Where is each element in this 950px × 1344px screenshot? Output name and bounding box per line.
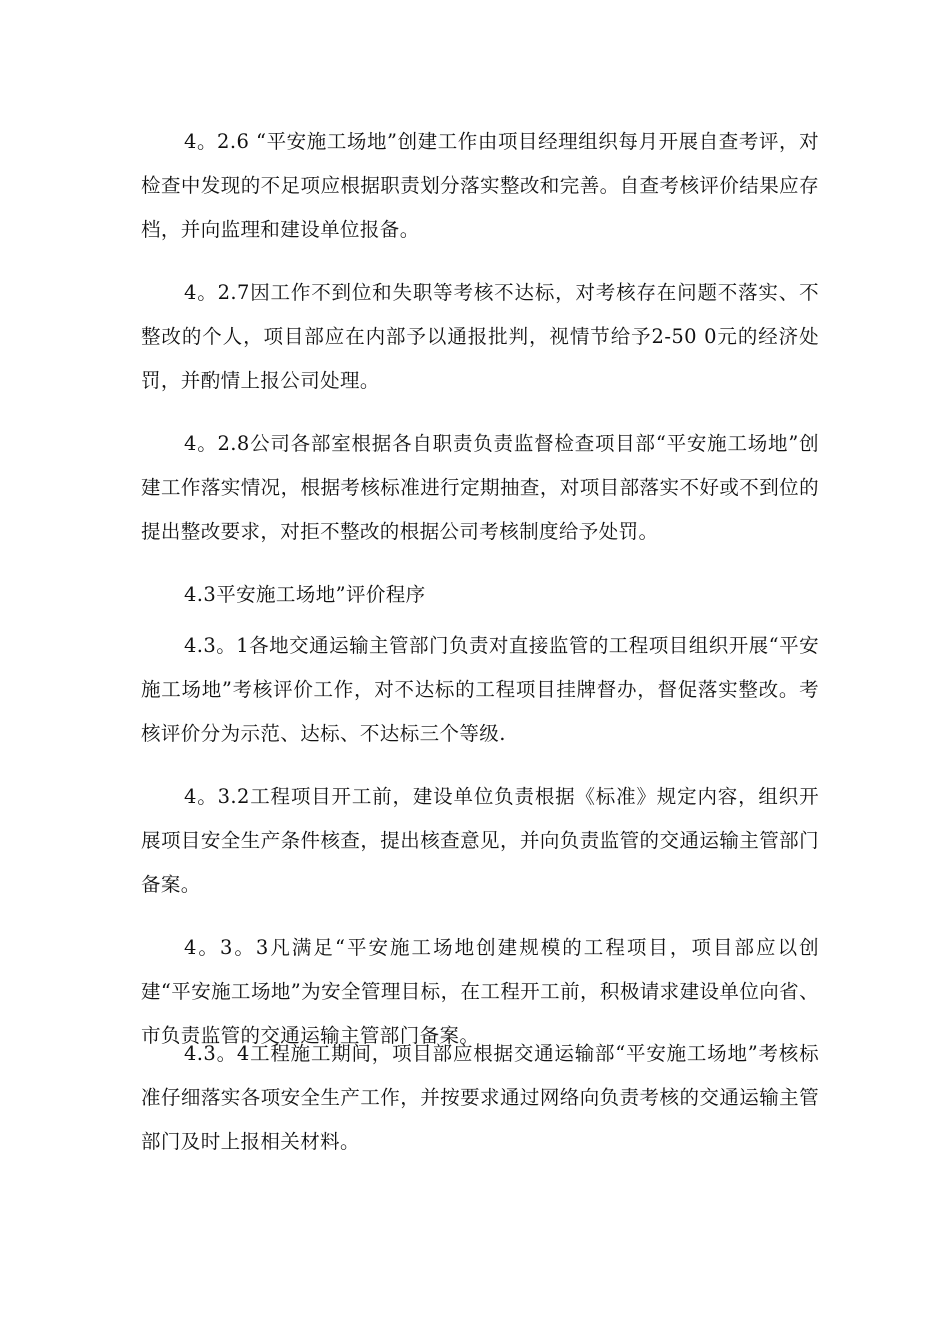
paragraph-4-2-8: 4。2.8公司各部室根据各自职责负责监督检查项目部“平安施工场地”创建工作落实情况，根据考核标准进行定期抽查，对项目部落实不好或不到位的提出整改要求，对拒不整改的根据公司考核制度给予处罚。 [141, 432, 819, 543]
paragraph-4-3-4: 4.3。4工程施工期间，项目部应根据交通运输部“平安施工场地”考核标准仔细落实各项安全生产工作，并按要求通过网络向负责考核的交通运输主管部门及时上报相关材料。 [141, 1042, 819, 1153]
paragraph-4-2-6: 4。2.6 “平安施工场地”创建工作由项目经理组织每月开展自查考评，对检查中发现的不足项应根据职责划分落实整改和完善。自查考核评价结果应存档，并向监理和建设单位报备。 [141, 130, 819, 241]
section-heading-4-3: 4.3平安施工场地”评价程序 [184, 583, 426, 606]
paragraph-4-3-1: 4.3。1各地交通运输主管部门负责对直接监管的工程项目组织开展“平安施工场地”考核评价工作，对不达标的工程项目挂牌督办，督促落实整改。考核评价分为示范、达标、不达标三个等级. [141, 634, 819, 745]
paragraph-4-3-3: 4。3。3凡满足“平安施工场地创建规模的工程项目，项目部应以创建“平安施工场地”为安全管理目标，在工程开工前，积极请求建设单位向省、市负责监管的交通运输主管部门备案。 [141, 936, 819, 1047]
paragraph-4-3-2: 4。3.2工程项目开工前，建设单位负责根据《标准》规定内容，组织开展项目安全生产条件核查，提出核查意见，并向负责监管的交通运输主管部门备案。 [141, 785, 819, 896]
paragraph-4-2-7: 4。2.7因工作不到位和失职等考核不达标，对考核存在问题不落实、不整改的个人，项目部应在内部予以通报批判，视情节给予2-50 0元的经济处罚，并酌情上报公司处理。 [141, 281, 819, 392]
